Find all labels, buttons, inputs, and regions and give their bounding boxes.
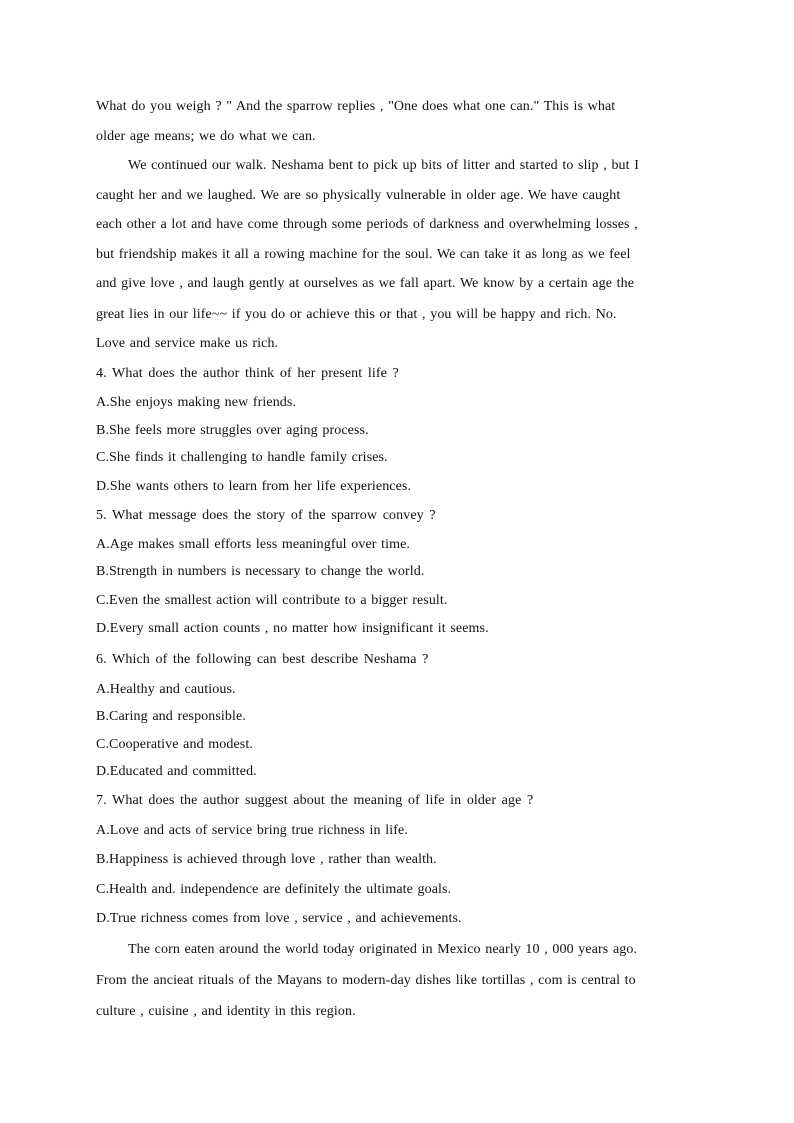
question-5-option-c: C.Even the smallest action will contribute to a bigger result. xyxy=(96,593,448,608)
question-5-option-a: A.Age makes small efforts less meaningful over time. xyxy=(96,537,411,552)
passage-a-line-3: We continued our walk. Neshama bent to pick up bits of litter and started to slip , but I xyxy=(128,158,639,173)
passage-b-line-3: culture , cuisine , and identity in this region. xyxy=(96,1004,356,1019)
passage-b-line-1: The corn eaten around the world today originated in Mexico nearly 10 , 000 years ago. xyxy=(128,942,638,957)
passage-a-line-2: older age means; we do what we can. xyxy=(96,129,316,144)
question-7-stem: 7. What does the author suggest about the meaning of life in older age ? xyxy=(96,793,534,808)
question-5-stem: 5. What message does the story of the sparrow convey ? xyxy=(96,508,436,523)
passage-a-line-9: Love and service make us rich. xyxy=(96,336,279,351)
question-6-option-a: A.Healthy and cautious. xyxy=(96,682,236,697)
passage-a-line-5: each other a lot and have come through some periods of darkness and overwhelming losses , xyxy=(96,217,638,232)
passage-a-line-1: What do you weigh ? " And the sparrow replies , "One does what one can." This is what xyxy=(96,99,616,114)
passage-a-line-4: caught her and we laughed. We are so physically vulnerable in older age. We have caught xyxy=(96,188,621,203)
question-4-stem: 4. What does the author think of her present life ? xyxy=(96,366,399,381)
question-4-option-c: C.She finds it challenging to handle family crises. xyxy=(96,450,388,465)
question-7-option-c: C.Health and. independence are definitely the ultimate goals. xyxy=(96,882,452,897)
passage-a-line-7: and give love , and laugh gently at ourselves as we fall apart. We know by a certain age the xyxy=(96,276,635,291)
question-5-option-d: D.Every small action counts , no matter how insignificant it seems. xyxy=(96,621,489,636)
question-4-option-b: B.She feels more struggles over aging process. xyxy=(96,423,369,438)
question-7-option-a: A.Love and acts of service bring true richness in life. xyxy=(96,823,408,838)
passage-b-line-2: From the ancieat rituals of the Mayans to modern-day dishes like tortillas , com is central to xyxy=(96,973,636,988)
question-4-option-a: A.She enjoys making new friends. xyxy=(96,395,297,410)
passage-a-line-8: great lies in our life~~ if you do or achieve this or that , you will be happy and rich. No. xyxy=(96,307,617,322)
question-6-option-c: C.Cooperative and modest. xyxy=(96,737,253,752)
question-6-option-d: D.Educated and committed. xyxy=(96,764,257,779)
question-4-option-d: D.She wants others to learn from her life experiences. xyxy=(96,479,412,494)
question-7-option-d: D.True richness comes from love , service , and achievements. xyxy=(96,911,462,926)
question-7-option-b: B.Happiness is achieved through love , rather than wealth. xyxy=(96,852,437,867)
passage-a-line-6: but friendship makes it all a rowing machine for the soul. We can take it as long as we feel xyxy=(96,247,631,262)
question-5-option-b: B.Strength in numbers is necessary to change the world. xyxy=(96,564,425,579)
question-6-option-b: B.Caring and responsible. xyxy=(96,709,246,724)
question-6-stem: 6. Which of the following can best describe Neshama ? xyxy=(96,652,429,667)
